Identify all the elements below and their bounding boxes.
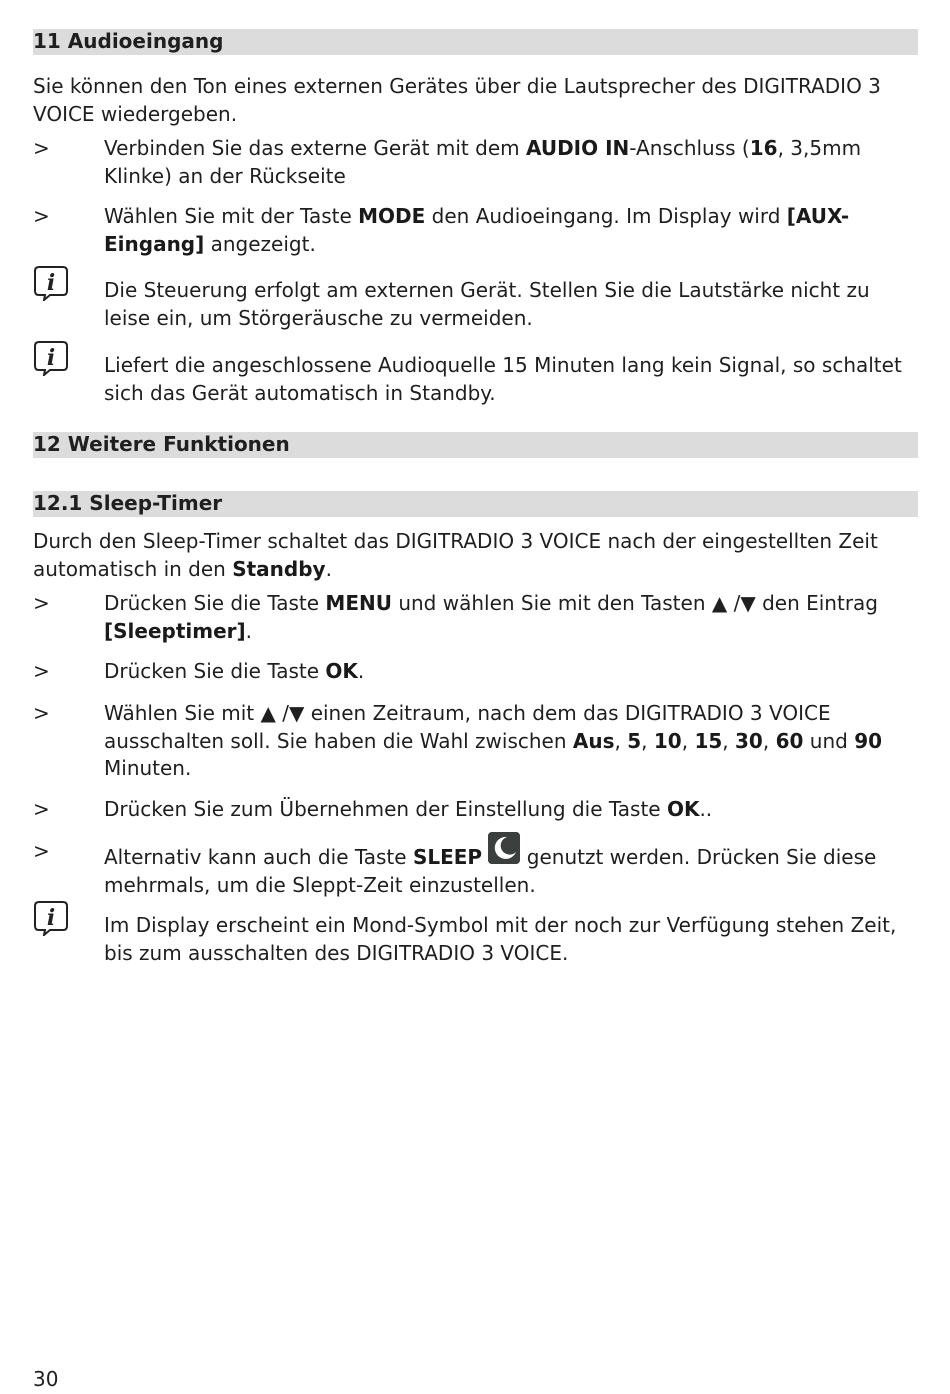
heading-text: 12.1 Sleep-Timer	[33, 491, 223, 515]
svg-text:i: i	[46, 270, 56, 296]
step-text: Wählen Sie mit der Taste MODE den Audioeingang. Im Display wird [AUX-Eingang] angezeigt.	[104, 204, 850, 256]
step-marker: >	[33, 136, 50, 160]
section-heading-11	[33, 29, 918, 55]
svg-text:i: i	[46, 905, 56, 931]
heading-text: 11 Audioeingang	[33, 29, 224, 53]
info-icon	[33, 265, 69, 301]
step-marker: >	[33, 204, 50, 228]
step-marker: >	[33, 839, 50, 863]
info-icon	[33, 340, 69, 376]
info-icon	[33, 900, 69, 936]
step-text: Drücken Sie die Taste OK.	[104, 659, 365, 683]
step-text: Drücken Sie die Taste MENU und wählen Sie mit den Tasten ▲ /▼ den Eintrag [Sleeptimer].	[104, 591, 878, 643]
note-text: Im Display erscheint ein Mond-Symbol mit der noch zur Verfügung stehen Zeit, bis zum ausschalten des DIGITRADIO 3 VOICE.	[104, 913, 897, 965]
step-marker: >	[33, 591, 50, 615]
note-text: Die Steuerung erfolgt am externen Gerät. Stellen Sie die Lautstärke nicht zu leise ein, um Störgeräusche zu vermeiden.	[104, 278, 870, 330]
svg-text:i: i	[46, 345, 56, 371]
step-marker: >	[33, 797, 50, 821]
intro-paragraph-12-1: Durch den Sleep-Timer schaltet das DIGITRADIO 3 VOICE nach der eingestellten Zeit automatisch in den Standby.	[33, 529, 878, 581]
page-number: 30	[33, 1367, 59, 1391]
section-heading-12	[33, 432, 918, 458]
step-text: Verbinden Sie das externe Gerät mit dem AUDIO IN-Anschluss (16, 3,5mm Klinke) an der Rückseite	[104, 136, 862, 188]
moon-icon	[488, 832, 520, 864]
intro-paragraph-11: Sie können den Ton eines externen Gerätes über die Lautsprecher des DIGITRADIO 3 VOICE wiedergeben.	[33, 74, 881, 126]
heading-text: 12 Weitere Funktionen	[33, 432, 290, 456]
note-text: Liefert die angeschlossene Audioquelle 15 Minuten lang kein Signal, so schaltet sich das Gerät automatisch in Standby.	[104, 353, 902, 405]
step-text: Wählen Sie mit ▲ /▼ einen Zeitraum, nach dem das DIGITRADIO 3 VOICE ausschalten soll. Sie haben die Wahl zwischen Aus, 5, 10, 15, 30, 60 und 90 Minuten.	[104, 701, 883, 780]
section-heading-12-1	[33, 491, 918, 517]
step-marker: >	[33, 659, 50, 683]
step-text: Drücken Sie zum Übernehmen der Einstellung die Taste OK..	[104, 797, 713, 821]
step-marker: >	[33, 701, 50, 725]
step-text: Alternativ kann auch die Taste SLEEP genutzt werden. Drücken Sie diese mehrmals, um die Sleppt-Zeit einzustellen.	[104, 838, 918, 899]
